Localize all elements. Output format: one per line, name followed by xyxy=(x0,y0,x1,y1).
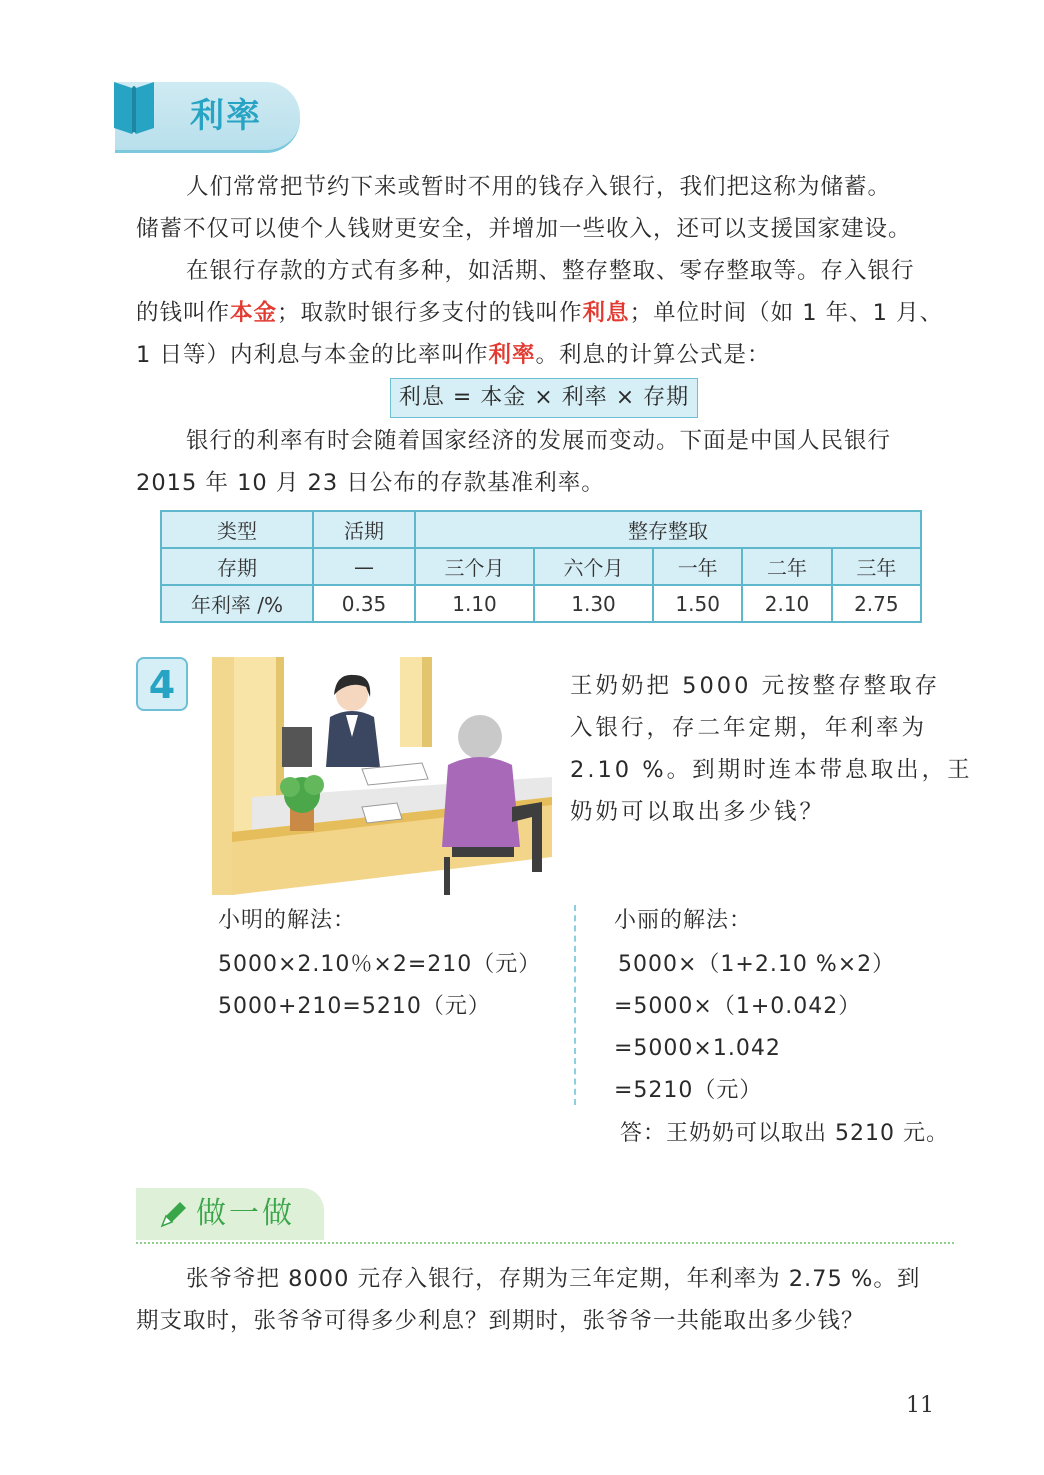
example-problem xyxy=(570,665,973,833)
practice-divider xyxy=(136,1242,954,1244)
term-rate: 利率 xyxy=(488,342,536,368)
intro-line-4 xyxy=(136,292,943,334)
interest-formula: 利息 = 本金 × 利率 × 存期 xyxy=(390,378,698,418)
rate-cell: 1.10 xyxy=(415,585,534,622)
table-row-term xyxy=(161,548,921,585)
text-segment: ；取款时银行多支付的钱叫作 xyxy=(277,300,583,326)
xiaoli-step: 5000×（1+2.10 %×2） xyxy=(618,952,896,977)
xiaoming-step: 5000+210=5210（元） xyxy=(218,994,491,1019)
bank-counter-illustration xyxy=(212,657,552,895)
row-rate-label: 年利率 /% xyxy=(161,585,313,622)
pencil-icon xyxy=(158,1200,188,1230)
term-interest: 利息 xyxy=(582,300,630,326)
term-cell: 三个月 xyxy=(415,548,534,585)
rates-intro-line-1: 银行的利率有时会随着国家经济的发展而变动。下面是中国人民银行 xyxy=(186,428,892,454)
xiaoming-solution-title: 小明的解法： xyxy=(218,908,357,933)
xiaoli-answer: 答：王奶奶可以取出 5210 元。 xyxy=(620,1121,949,1146)
problem-line: 奶奶可以取出多少钱？ xyxy=(570,799,826,825)
book-icon xyxy=(110,74,158,138)
example-number: 4 xyxy=(136,657,188,711)
rate-cell: 1.50 xyxy=(653,585,742,622)
term-cell: 三年 xyxy=(832,548,921,585)
term-principal: 本金 xyxy=(230,300,278,326)
term-cell: 一年 xyxy=(653,548,742,585)
term-cell: 二年 xyxy=(742,548,831,585)
problem-line: 入银行，存二年定期，年利率为 xyxy=(570,715,928,741)
xiaoli-step: =5000×（1+0.042） xyxy=(614,994,862,1019)
term-cell: — xyxy=(313,548,415,585)
intro-line-3: 在银行存款的方式有多种，如活期、整存整取、零存整取等。存入银行 xyxy=(186,258,915,284)
rates-intro-line-2: 2015 年 10 月 23 日公布的存款基准利率。 xyxy=(136,470,605,496)
problem-line: 2.10 %。到期时连本带息取出，王 xyxy=(570,757,973,783)
problem-line: 王奶奶把 5000 元按整存整取存 xyxy=(570,673,941,699)
table-row-rate xyxy=(161,585,921,622)
section-title: 利率 xyxy=(190,96,262,136)
deposit-rate-table xyxy=(160,510,922,623)
row-term-label: 存期 xyxy=(161,548,313,585)
xiaoming-step: 5000×2.10％×2=210（元） xyxy=(218,952,542,977)
table-header-row xyxy=(161,511,921,548)
practice-line-2: 期支取时，张爷爷可得多少利息？到期时，张爷爷一共能取出多少钱？ xyxy=(136,1308,865,1334)
rate-cell: 2.75 xyxy=(832,585,921,622)
header-demand: 活期 xyxy=(313,511,415,548)
rate-cell: 1.30 xyxy=(534,585,653,622)
text-segment: 。利息的计算公式是： xyxy=(535,342,771,368)
page-number: 11 xyxy=(906,1393,934,1418)
header-type: 类型 xyxy=(161,511,313,548)
intro-line-2: 储蓄不仅可以使个人钱财更安全，并增加一些收入，还可以支援国家建设。 xyxy=(136,216,912,242)
rate-cell: 0.35 xyxy=(313,585,415,622)
xiaoli-step: =5000×1.042 xyxy=(614,1036,781,1061)
practice-line-1: 张爷爷把 8000 元存入银行，存期为三年定期，年利率为 2.75 %。到 xyxy=(186,1266,921,1292)
term-cell: 六个月 xyxy=(534,548,653,585)
xiaoli-solution-title: 小丽的解法： xyxy=(614,908,753,933)
rate-cell: 2.10 xyxy=(742,585,831,622)
header-fixed: 整存整取 xyxy=(415,511,921,548)
text-segment: ；单位时间（如 1 年、1 月、 xyxy=(629,300,944,326)
practice-title: 做一做 xyxy=(196,1196,295,1231)
intro-line-1: 人们常常把节约下来或暂时不用的钱存入银行，我们把这称为储蓄。 xyxy=(186,174,892,200)
intro-line-5 xyxy=(136,334,771,376)
text-segment: 1 日等）内利息与本金的比率叫作 xyxy=(136,342,489,368)
text-segment: 的钱叫作 xyxy=(136,300,231,326)
solution-divider xyxy=(574,905,576,1105)
xiaoli-step: =5210（元） xyxy=(614,1078,763,1103)
